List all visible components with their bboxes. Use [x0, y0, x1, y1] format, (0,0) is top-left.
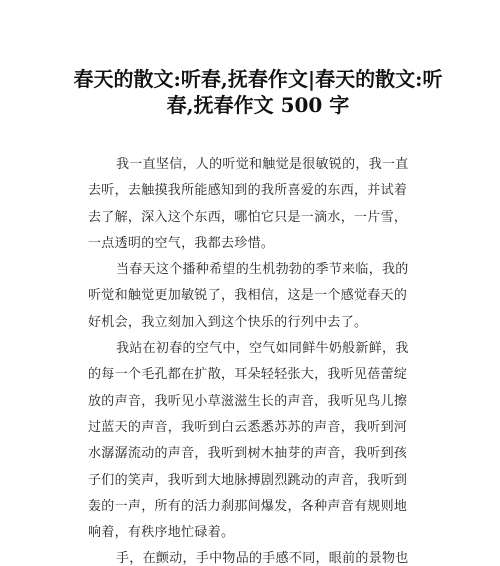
paragraph-line: 好机会，我立刻加入到这个快乐的行列中去了。: [88, 314, 368, 330]
paragraph-line: 当春天这个播种希望的生机勃勃的季节来临，我的: [116, 262, 409, 278]
paragraph-line: 轰的一声，所有的活力刹那间爆发，各种声音有规则地: [88, 498, 408, 514]
paragraph-line: 过蓝天的声音，我听到白云悉悉苏苏的声音，我听到河: [88, 419, 408, 435]
title-line-2: 春,抚春作文 500 字: [166, 93, 350, 117]
paragraph-line: 放的声音，我听见小草滋滋生长的声音，我听见鸟儿擦: [88, 393, 408, 409]
paragraph-line: 响着，有秩序地忙碌着。: [88, 525, 235, 541]
paragraph-line: 手，在颤动，手中物品的手感不同，眼前的景物也: [116, 551, 409, 566]
paragraph-line: 水潺潺流动的声音，我听到树木抽芽的声音，我听到孩: [88, 446, 408, 462]
paragraph-line: 我站在初春的空气中，空气如同鲜牛奶般新鲜，我: [116, 341, 409, 357]
paragraph-line: 子们的笑声，我听到大地脉搏剧烈跳动的声音，我听到: [88, 472, 408, 488]
paragraph-line: 去听，去触摸我所能感知到的我所喜爱的东西，并试着: [88, 183, 408, 199]
paragraph-line: 去了解，深入这个东西，哪怕它只是一滴水，一片雪，: [88, 209, 408, 225]
document-body: [88, 152, 423, 566]
paragraph-line: 我一直坚信，人的听觉和触觉是很敏锐的，我一直: [116, 157, 409, 172]
paragraph-line: 一点透明的空气，我都去珍惜。: [88, 235, 275, 251]
title-line-1: 春天的散文:听春,抚春作文|春天的散文:听: [73, 67, 443, 91]
document-title: [64, 66, 452, 118]
paragraph-line: 的每一个毛孔都在扩散，耳朵轻轻张大，我听见蓓蕾绽: [88, 367, 408, 383]
paragraph-line: 听觉和触觉更加敏锐了，我相信，这是一个感觉春天的: [88, 288, 408, 304]
